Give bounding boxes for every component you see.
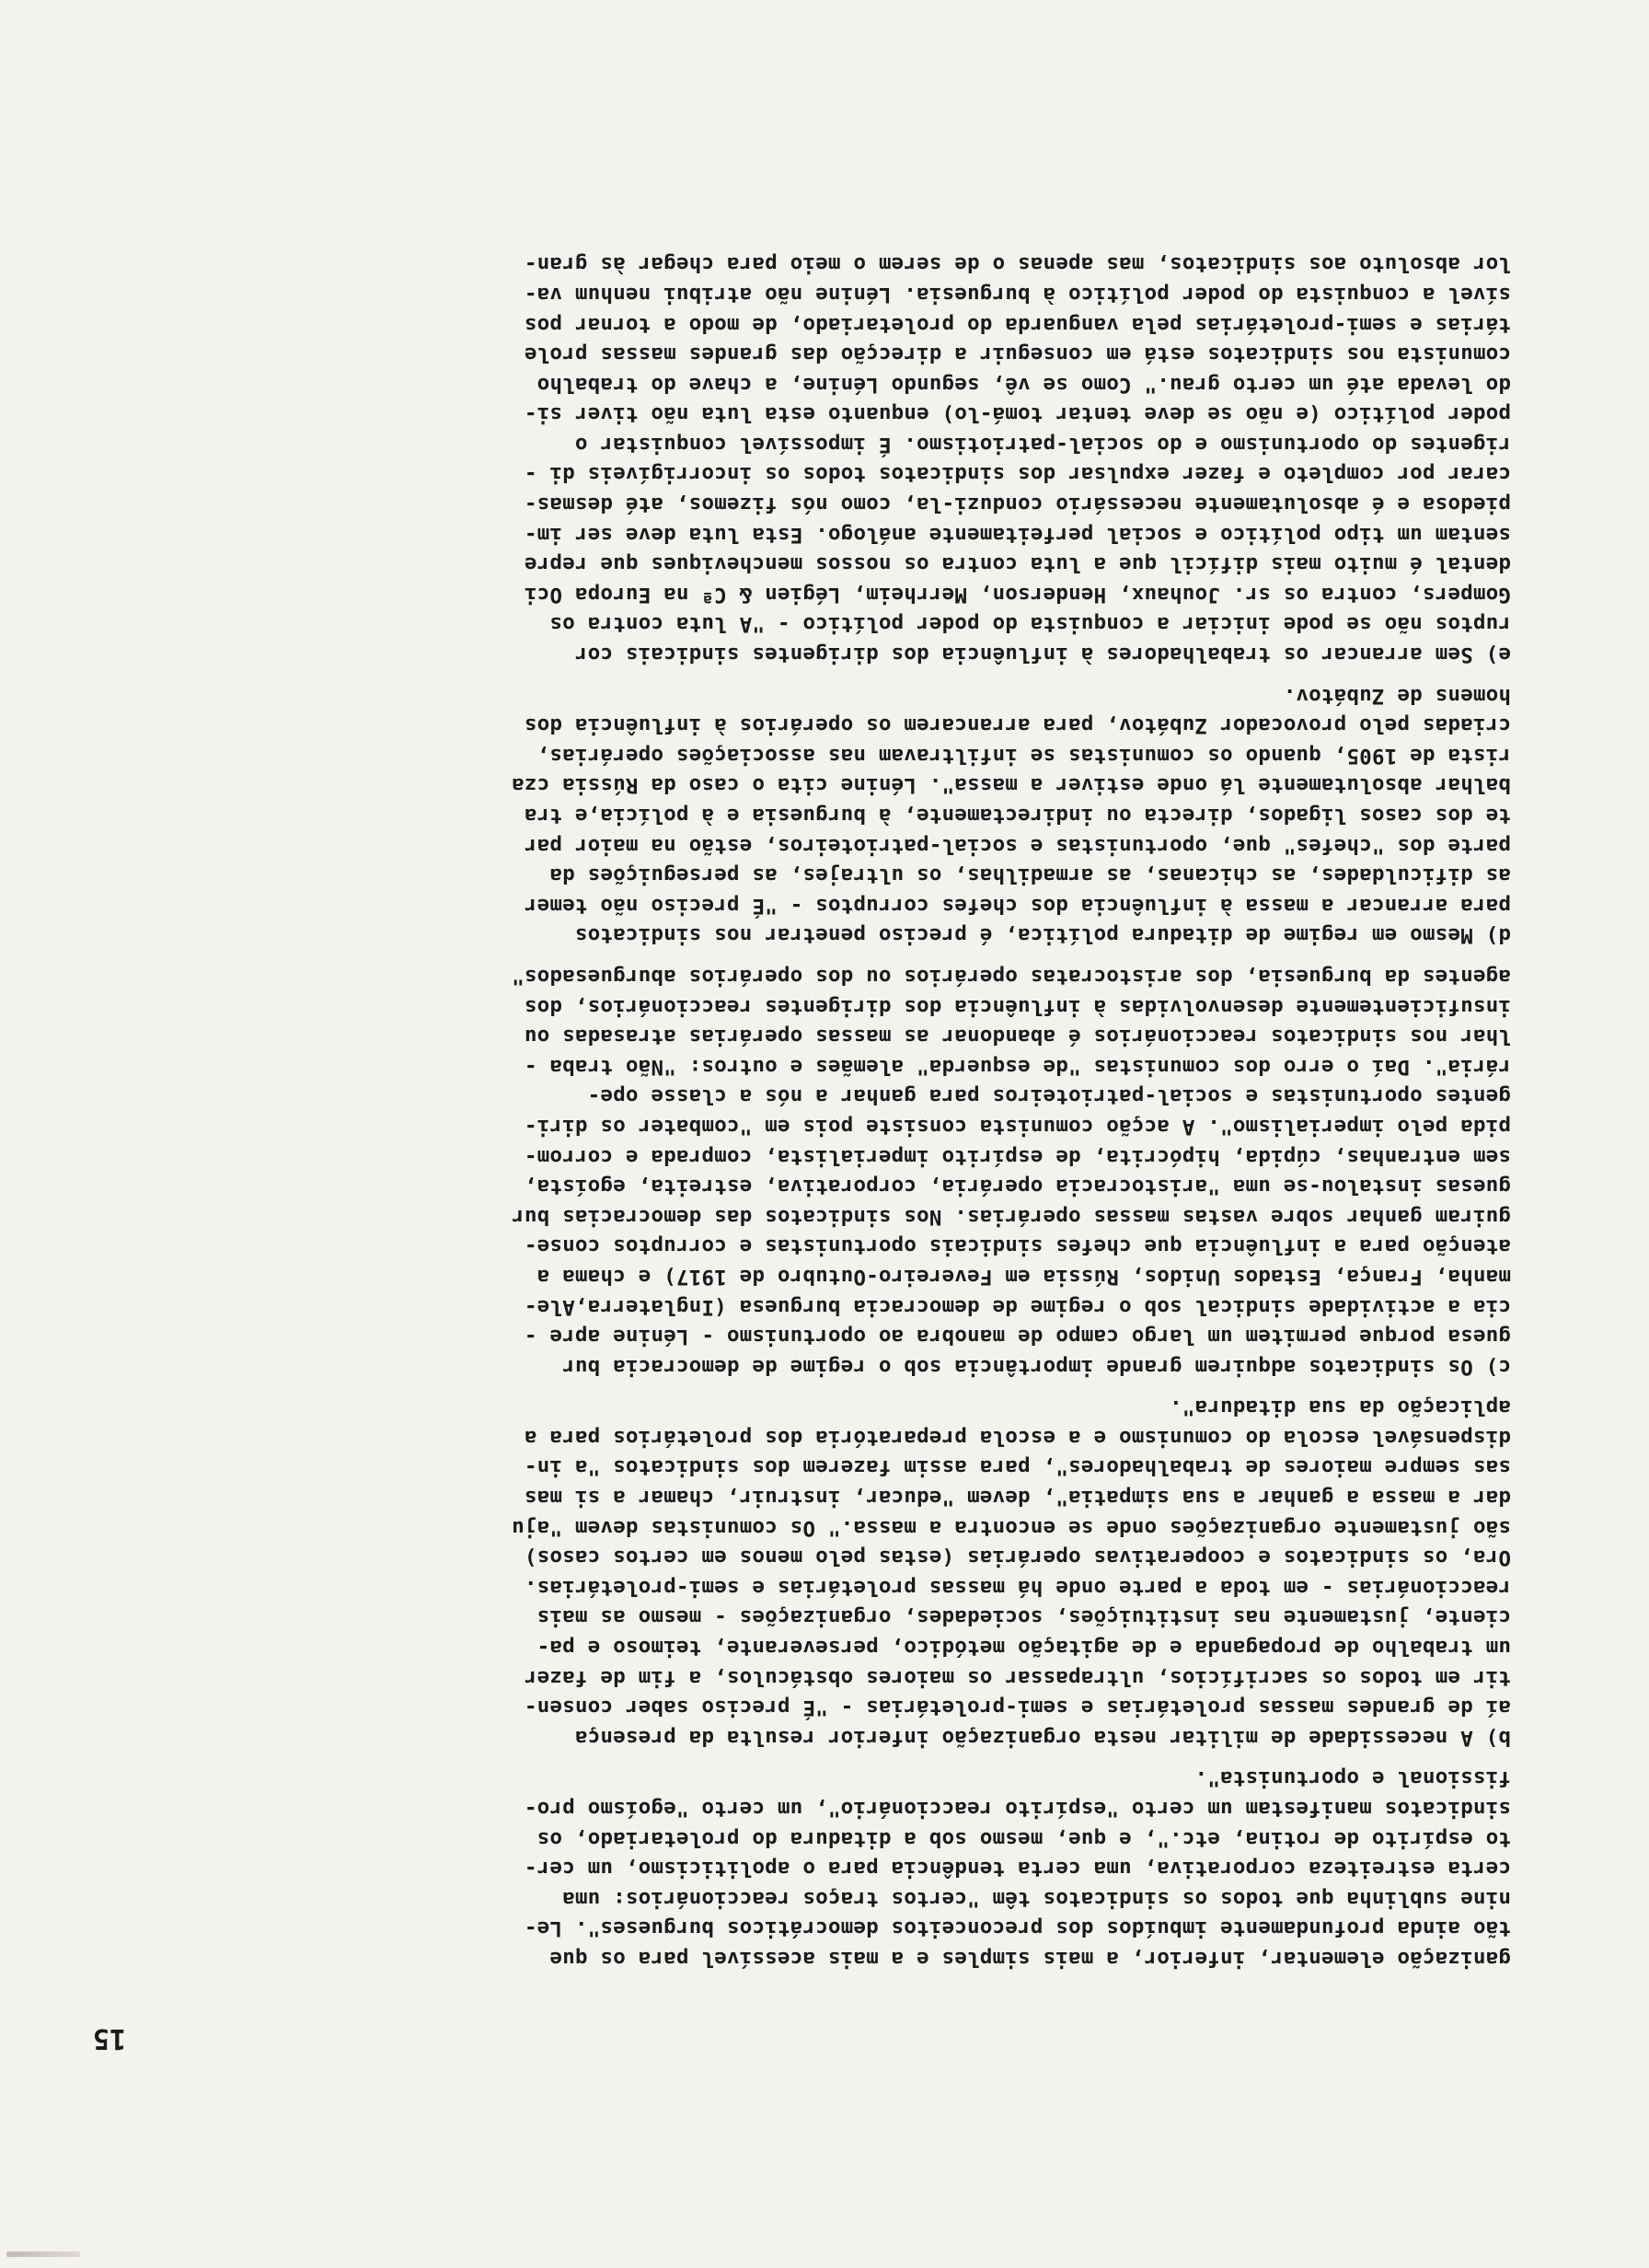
text-line: c) Os sindicatos adquirem grande importância sob o regime de democracia bur — [562, 1354, 1511, 1379]
text-line: pida pelo imperialismo". A acção comunista consiste pois em "combater os diri- — [524, 1114, 1511, 1139]
text-line: criadas pelo provocador Zubátov, para arrancarem os operários à influência dos — [524, 713, 1511, 738]
text-line: tir em todos os sacrifícios, ultrapassar os maiores obstáculos, a fim de fazer — [524, 1665, 1511, 1690]
typewritten-text — [89, 249, 1511, 1973]
text-line: parte dos "chefes" que, oportunistas e social-patrioteiros, estão na maior par — [524, 833, 1511, 858]
text-line: poder político (e não se deve tentar tomá-lo) enquanto esta luta não tiver si- — [524, 402, 1511, 427]
text-line: um trabalho de propaganda e de agitação metódico, perseverante, teimoso e pa- — [536, 1636, 1511, 1660]
text-line: d) Mesmo em regime de ditadura política, é preciso penetrar nos sindicatos — [574, 923, 1511, 948]
text-line: Gompers, contra os sr. Jouhaux, Henderson, Merrheim, Légien & Cª na Europa Oci — [524, 582, 1511, 607]
text-line: rária". Daí o erro dos comunistas "de esquerda" alemães e outros: "Não traba - — [524, 1054, 1511, 1079]
text-line: certa estreiteza corporativa, uma certa tendência para o apoliticismo, um cer- — [524, 1857, 1511, 1881]
scan-edge-mark — [6, 2251, 80, 2257]
paragraph-continuation — [89, 1764, 1511, 1973]
text-line: carar por completo e fazer expulsar dos sindicatos todos os incorrigíveis di - — [524, 462, 1511, 487]
text-line: ganização elementar, inferior, a mais simples e a mais acessível para os que — [549, 1947, 1511, 1971]
text-line: para arrancar a massa à influência dos chefes corruptos - "É preciso não temer — [524, 893, 1511, 918]
text-line: te dos casos ligados, directa ou indirectamente, à burguesia e à polícia,e tra — [524, 804, 1511, 828]
text-line: sível a conquista do poder político à burguesia. Lénine não atribui nenhum va- — [524, 282, 1511, 307]
text-line: agentes da burguesia, dos aristocratas operários ou dos operários aburguesados" — [512, 965, 1511, 989]
text-line: sas sempre maiores de trabalhadores", para assim fazerem dos sindicatos "a in- — [524, 1455, 1511, 1480]
text-line: ciente, justamente nas instituições, sociedades, organizações - mesmo as mais — [536, 1605, 1511, 1630]
paragraph-b — [89, 1393, 1511, 1753]
text-line: rista de 1905, quando os comunistas se infiltravam nas associações operárias, — [536, 743, 1511, 768]
text-line: reaccionárias - em toda a parte onde há massas proletárias e semi-proletárias. — [524, 1575, 1511, 1600]
paragraph-d — [89, 680, 1511, 950]
text-line: sindicatos manifestam um certo "espírito reaccionário", um certo "egoísmo pro- — [524, 1797, 1511, 1822]
text-line: piedosa e é absolutamente necessário conduzi-la, como nós fizemos, até desmas- — [524, 492, 1511, 517]
text-line: ruptos não se pode iniciar a conquista do poder político - "A luta contra os — [549, 612, 1511, 637]
text-line: guiram ganhar sobre vastas massas operárias. Nos sindicatos das democracias bur — [512, 1204, 1511, 1229]
paragraph-e — [89, 249, 1511, 669]
text-line: homens de Zubátov. — [1283, 683, 1511, 708]
text-line: lhar nos sindicatos reaccionários é abandonar as massas operárias atrasadas ou — [524, 1024, 1511, 1049]
text-line: comunista nos sindicatos está em conseguir a direcção das grandes massas prole — [524, 342, 1511, 367]
text-line: sem entranhas, cúpida, hipócrita, de espírito imperialista, comprada e corrom- — [524, 1144, 1511, 1169]
text-line: do levada até um certo grau." Como se vê, segundo Lénine, a chave do trabalho — [536, 372, 1511, 397]
text-line: aplicação da sua ditadura". — [1169, 1395, 1511, 1420]
text-line: aí de grandes massas proletárias e semi-proletárias - "É preciso saber consen- — [524, 1695, 1511, 1720]
text-line: as dificuldades, as chicanas, as armadilhas, os ultrajes, as perseguições da — [549, 863, 1511, 888]
text-line: são justamente organizações onde se encontra a massa." Os comunistas devem "aju — [512, 1515, 1511, 1540]
text-line: b) A necessidade de militar nesta organização inferior resulta da presença — [574, 1725, 1511, 1750]
text-line: to espírito de rotina, etc.", e que, mesmo sob a ditadura do proletariado, os — [536, 1826, 1511, 1851]
text-line: Ora, os sindicatos e cooperativas operárias (estas pelo menos em certos casos) — [524, 1545, 1511, 1570]
page-number: 15 — [92, 2022, 126, 2054]
text-line: cia a actividade sindical sob o regime de democracia burguesa (Inglaterra,Ale- — [524, 1294, 1511, 1319]
text-line: atenção para a influência que chefes sindicais oportunistas e corruptos conse- — [524, 1234, 1511, 1259]
text-line: dental é muito mais difícil que a luta contra os nossos mencheviques que repre — [524, 552, 1511, 577]
text-line: rigentes do oportunismo e do social-patriotismo. É impossível conquistar o — [574, 432, 1511, 457]
text-line: dar a massa a ganhar a sua simpatia", devem "educar, instruir, chamar a si mas — [524, 1486, 1511, 1510]
text-line: gentes oportunistas e social-patrioteiros para ganhar a nós a classe ope- — [587, 1084, 1511, 1109]
text-line: nine sublinha que todos os sindicatos têm "certos traços reaccionários: uma — [562, 1886, 1511, 1911]
text-line: e) Sem arrancar os trabalhadores à influência dos dirigentes sindicais cor — [574, 642, 1511, 667]
paragraph-c — [89, 961, 1511, 1381]
text-line: dispensável escola do comunismo e a escola preparatória dos proletários para a — [524, 1425, 1511, 1450]
text-line: guesa porque permitem um largo campo de manobra ao oportunismo - Lénine apre - — [524, 1325, 1511, 1349]
text-line: sentam um tipo político e social perfeitamente análogo. Esta luta deve ser im- — [524, 522, 1511, 547]
text-line: lor absoluto aos sindicatos, mas apenas o de serem o meio para chegar às gran- — [524, 252, 1511, 277]
text-line: insuficientemente desenvolvidas à influência dos dirigentes reaccionários, dos — [524, 994, 1511, 1019]
text-line: fissional e oportunista". — [1194, 1766, 1511, 1791]
text-line: balhar absolutamente lá onde estiver a massa". Lénine cita o caso da Rússia cza — [512, 773, 1511, 798]
text-line: tão ainda profundamente imbuídos dos preconceitos democráticos burgueses". Le- — [524, 1916, 1511, 1941]
text-line: tárias e semi-proletárias pela vanguarda do proletariado, de modo a tornar pos — [524, 312, 1511, 337]
text-line: manha, França, Estados Unidos, Rússia em Fevereiro-Outubro de 1917) e chama a — [536, 1264, 1511, 1289]
text-line: guesas instalou-se uma "aristocracia operária, corporativa, estreita, egoísta, — [524, 1174, 1511, 1199]
